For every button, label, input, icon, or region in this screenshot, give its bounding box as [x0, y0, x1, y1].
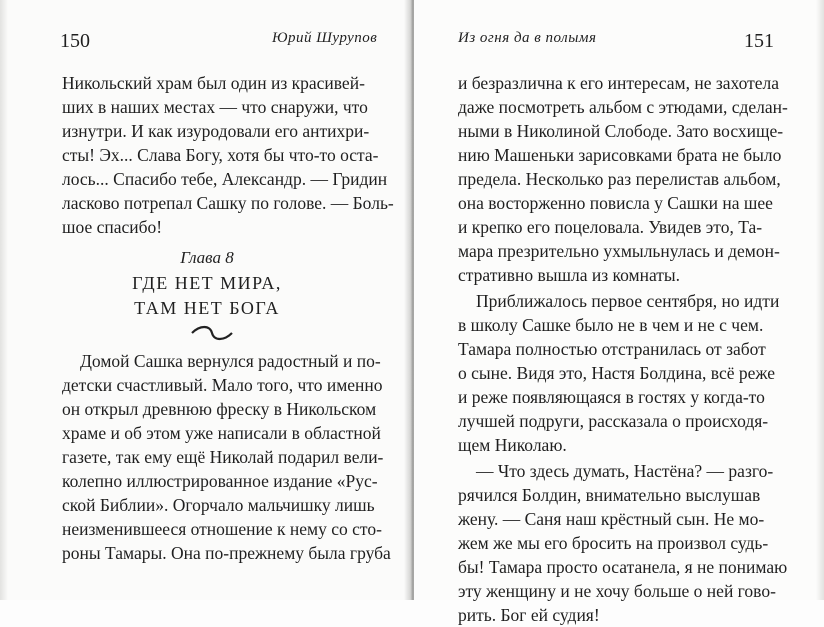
- text-line: стративно вышла из комнаты.: [458, 265, 681, 285]
- left-page-number: 150: [60, 30, 90, 52]
- right-page: [414, 0, 824, 625]
- text-line: бы! Тамара просто осатанела, я не понимаю: [458, 557, 788, 577]
- text-line: лось... Спасибо тебе, Александр. — Гридин: [62, 169, 388, 189]
- text-line: нию Машеньки зарисовками брата не было: [458, 145, 782, 165]
- text-line: газете, так ему ещё Николай подарил вели-: [62, 447, 384, 467]
- text-line: рить. Бог ей судия!: [458, 605, 600, 625]
- text-line: мара презрительно ухмыльнулась и демон-: [458, 241, 780, 261]
- text-line: ными в Николиной Слободе. Зато восхище-: [458, 121, 784, 141]
- text-line: эту женщину и не хочу больше о ней гово-: [458, 581, 776, 601]
- text-line: ской Библии». Огорчало мальчишку лишь: [62, 495, 375, 515]
- text-line: и безразлична к его интересам, не захотела: [458, 73, 780, 93]
- text-line: о сыне. Видя это, Настя Болдина, всё реже: [458, 363, 776, 383]
- text-line: храме и об этом уже написали в областной: [62, 423, 381, 443]
- text-line: лучшей подруги, рассказала о происходя-: [458, 411, 769, 431]
- text-line: жену. — Саня наш крёстный сын. Не мо-: [458, 509, 765, 529]
- text-line: она восторженно повисла у Сашки на шее: [458, 193, 773, 213]
- text-line: и реже появляющаяся в гостях у когда-то: [458, 387, 765, 407]
- chapter-title-line-1: ГДЕ НЕТ МИРА,: [132, 273, 282, 293]
- page-edge-shadow: [0, 0, 8, 600]
- left-page: [0, 0, 410, 600]
- text-line: детски счастливый. Мало того, что именно: [62, 375, 383, 395]
- text-line: Домой Сашка вернулся радостный и по-: [80, 351, 381, 371]
- page-edge-shadow: [816, 0, 824, 600]
- text-line: и крепко его поцеловала. Увидев это, Та-: [458, 217, 763, 237]
- text-line: даже посмотреть альбом с этюдами, сделан-: [458, 97, 788, 117]
- right-page-number: 151: [744, 30, 774, 52]
- chapter-title-line-2: ТАМ НЕТ БОГА: [134, 298, 280, 318]
- text-line: шое спасибо!: [62, 217, 163, 237]
- text-line: предела. Несколько раз перелистав альбом,: [458, 169, 781, 189]
- text-line: изнутри. И как изуродовали его антихри-: [62, 121, 370, 141]
- text-line: Приближалось первое сентября, но идти: [476, 291, 780, 311]
- text-line: рячился Болдин, внимательно выслушав: [458, 485, 761, 505]
- text-line: ших в наших местах — что снаружи, что: [62, 97, 368, 117]
- text-line: он открыл древнюю фреску в Никольском: [62, 399, 377, 419]
- text-line: роны Тамары. Она по-прежнему была груба: [62, 543, 391, 563]
- right-running-head: Из огня да в полымя: [458, 30, 597, 46]
- text-line: Тамара полностью отстранилась от забот: [458, 339, 766, 359]
- text-line: колепно иллюстрированное издание «Рус-: [62, 471, 378, 491]
- chapter-label: Глава 8: [180, 248, 234, 267]
- text-line: жем же мы его бросить на произвол судь-: [458, 533, 769, 553]
- text-line: неизменившееся отношение к нему со сто-: [62, 519, 382, 539]
- text-line: — Что здесь думать, Настёна? — разго-: [476, 461, 774, 481]
- text-line: сты! Эх... Слава Богу, хотя бы что-то оста-: [62, 145, 379, 165]
- text-line: Никольский храм был один из красивей-: [62, 73, 365, 93]
- text-line: щем Николаю.: [458, 435, 567, 455]
- left-running-head: Юрий Шурупов: [272, 30, 378, 46]
- ornament-swash-icon: [190, 322, 234, 344]
- text-line: в школу Сашке было не в чем и не с чем.: [458, 315, 764, 335]
- text-line: ласково потрепал Сашку по голове. — Боль-: [62, 193, 394, 213]
